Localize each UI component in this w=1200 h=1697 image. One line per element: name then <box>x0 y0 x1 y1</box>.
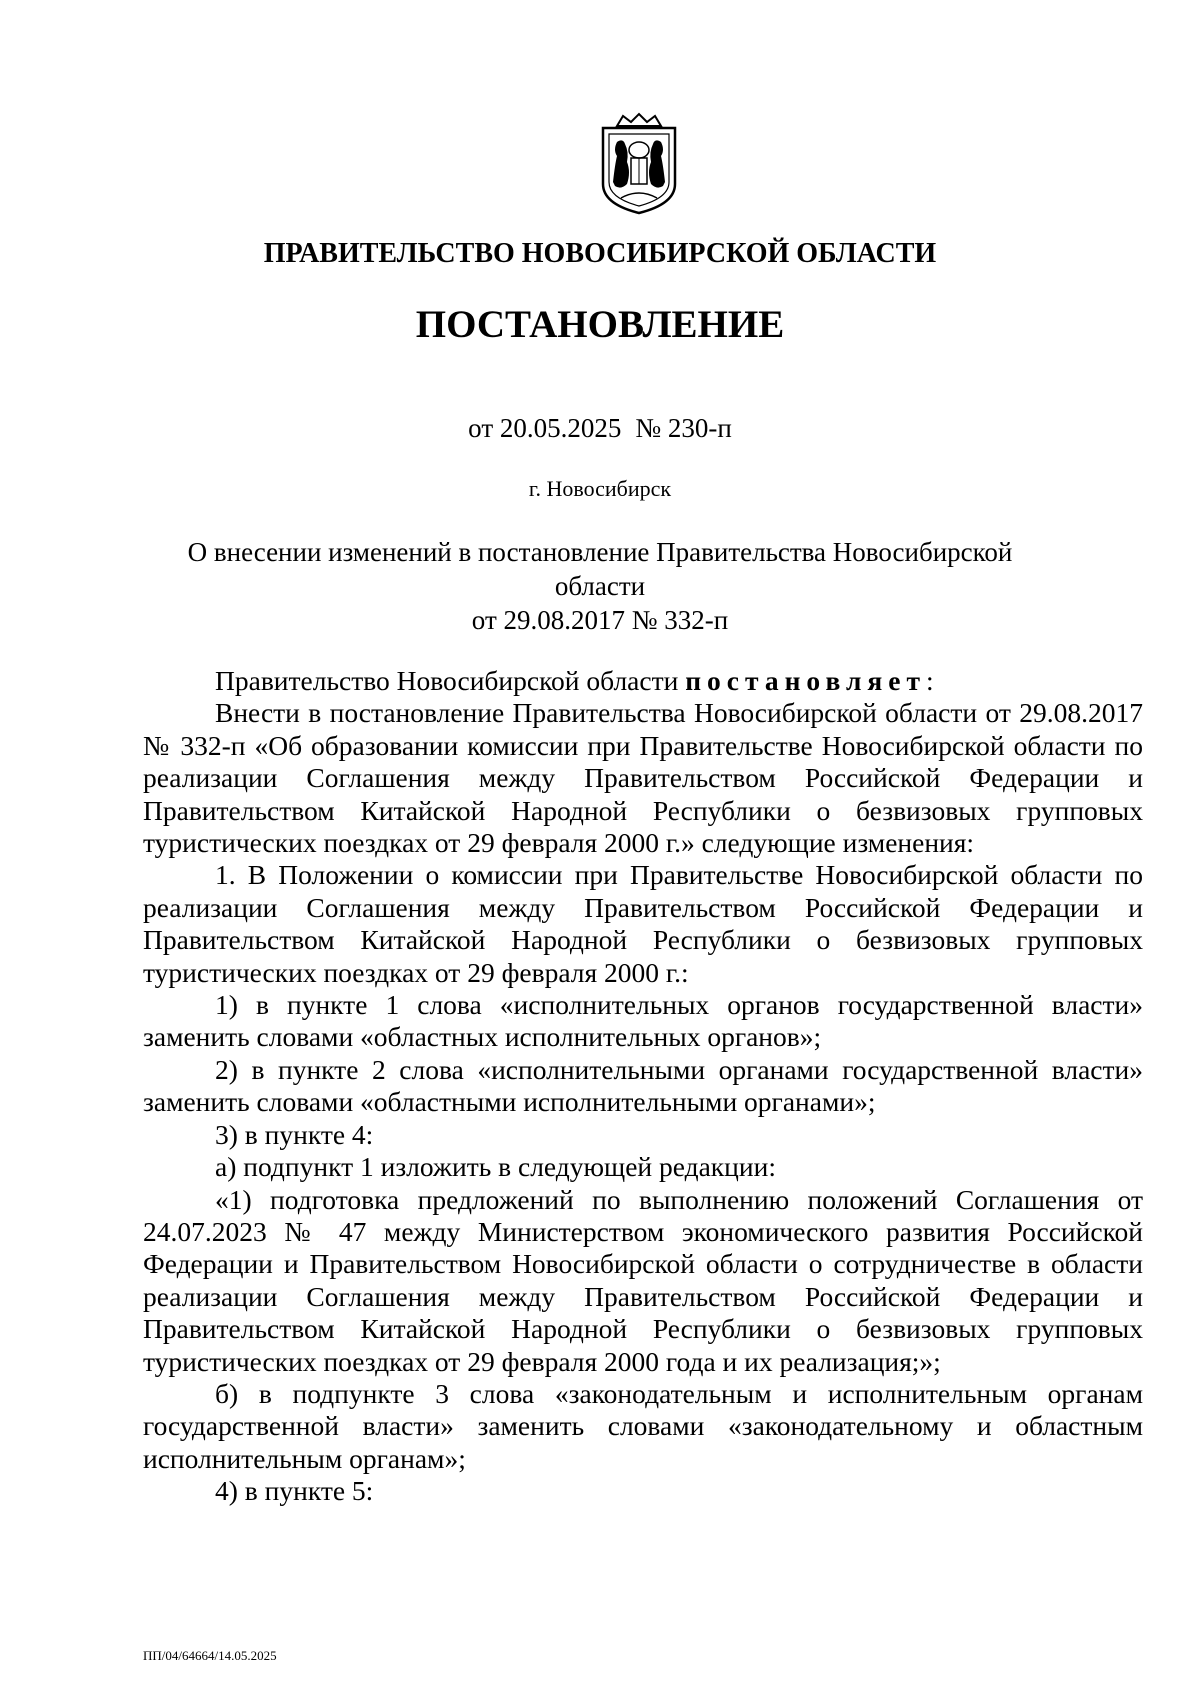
body-paragraph: «1) подготовка предложений по выполнению положений Соглашения от 24.07.2023 № 47 между Министерством экономического развития Российской Федерации и Правительством Новосибирской области о сотрудничестве в области реализации Соглашения между Правительством Российской Федерации и Правительством Китайской Народной Республики о безвизовых групповых туристических поездках от 29 февраля 2000 года и их реализация;»; <box>143 1183 1143 1377</box>
document-body <box>143 665 1143 1508</box>
body-paragraph: 1) в пункте 1 слова «исполнительных органов государственной власти» заменить словами «областных исполнительных органов»; <box>143 989 1143 1053</box>
intro-verb: постановляет <box>685 665 927 696</box>
body-paragraph: 3) в пункте 4: <box>215 1118 374 1150</box>
body-paragraph: Внести в постановление Правительства Новосибирской области от 29.08.2017 № 332-п «Об образовании комиссии при Правительстве Новосибирской области по реализации Соглашения между Правительством Российской Федерации и Правительством Китайской Народной Республики о безвизовых групповых туристических поездках от 29 февраля 2000 г.» следующие изменения: <box>143 697 1143 859</box>
document-number: № 230-п <box>635 413 732 443</box>
document-type: ПОСТАНОВЛЕНИЕ <box>415 303 785 346</box>
coat-of-arms-icon <box>597 112 681 215</box>
body-paragraph: 4) в пункте 5: <box>215 1475 374 1507</box>
footer-doc-code: ПП/04/64664/14.05.2025 <box>143 1648 277 1663</box>
intro-suffix: : <box>926 665 934 696</box>
intro-paragraph <box>143 665 1143 697</box>
body-paragraph: а) подпункт 1 изложить в следующей редакции: <box>215 1151 776 1183</box>
document-date-number <box>0 413 1200 444</box>
document-title-line: от 29.08.2017 № 332-п <box>471 605 729 635</box>
document-city: г. Новосибирск <box>528 476 672 501</box>
document-title <box>150 535 1050 637</box>
document-title-line: О внесении изменений в постановление Правительства Новосибирской области <box>187 537 1013 601</box>
body-paragraph: 2) в пункте 2 слова «исполнительными органами государственной власти» заменить словами «областными исполнительными органами»; <box>143 1053 1143 1118</box>
government-name: ПРАВИТЕЛЬСТВО НОВОСИБИРСКОЙ ОБЛАСТИ <box>263 238 937 269</box>
body-paragraph: 1. В Положении о комиссии при Правительстве Новосибирской области по реализации Соглашения между Правительством Российской Федерации и Правительством Китайской Народной Республики о безвизовых групповых туристических поездках от 29 февраля 2000 г.: <box>143 859 1143 988</box>
body-paragraph: б) в подпункте 3 слова «законодательным и исполнительным органам государственной власти» заменить словами «законодательному и областным исполнительным органам»; <box>143 1377 1143 1474</box>
intro-prefix: Правительство Новосибирской области <box>215 665 679 696</box>
document-date: от 20.05.2025 <box>468 413 622 443</box>
